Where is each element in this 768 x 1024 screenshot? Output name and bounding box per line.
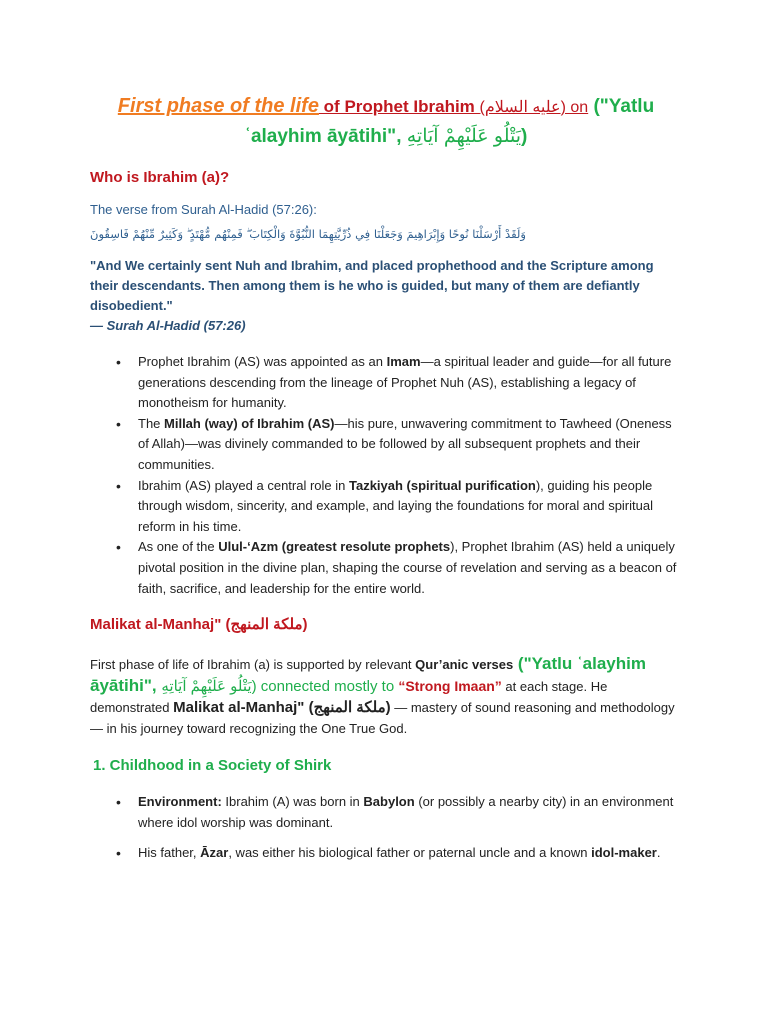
malikat-heading: Malikat al-Manhaj" (ملكة المنهج) <box>90 616 308 634</box>
list-item: • The Millah (way) of Ibrahim (AS)—his pure, unwavering commitment to Tawheed (Oneness of Allah)—was divinely commanded to be followed by all subsequent prophets and their communities. <box>138 414 680 476</box>
verse-translation: "And We certainly sent Nuh and Ibrahim, and placed prophethood and the Scripture among their descendants. Then among them is he who is guided, but many of them are defiantly disobedient." <box>90 258 654 313</box>
title-yatlu: ("Yatlu ʿalayhim āyātihi", <box>244 96 655 147</box>
title-arabic-honorific: (عليه السلام) on <box>479 99 589 116</box>
arabic-verse: وَلَقَدْ أَرْسَلْنَا نُوحًا وَإِبْرَاهِيمَ وَجَعَلْنَا فِي ذُرِّيَّتِهِمَا النُّبُوَّةَ وَالْكِتَابَ ۖ فَمِنْهُم مُّهْتَدٍ ۖ وَكَثِيرٌ مِّنْهُمْ فَاسِقُونَ <box>90 227 526 241</box>
title-close: ) <box>521 126 528 147</box>
list-item: • Environment: Ibrahim (A) was born in Babylon (or possibly a nearby city) in an environment where idol worship was dominant. <box>138 792 680 833</box>
title-prophet: of Prophet Ibrahim <box>318 97 480 116</box>
list-item: • Prophet Ibrahim (AS) was appointed as an Imam—a spiritual leader and guide—for all future generations descending from the lineage of Prophet Nuh (AS), establishing a legacy of monotheism for humanity. <box>138 352 680 414</box>
childhood-list <box>90 792 680 864</box>
section-heading-childhood: 1. Childhood in a Society of Shirk <box>93 757 332 775</box>
page-title <box>86 92 686 151</box>
list-item: • As one of the Ulul-‘Azm (greatest resolute prophets), Prophet Ibrahim (AS) held a uniquely pivotal position in the divine plan, shaping the course of revelation and serving as a beacon of faith, sacrifice, and leadership for the entire world. <box>138 537 680 599</box>
list-item: • Ibrahim (AS) played a central role in Tazkiyah (spiritual purification), guiding his people through wisdom, sincerity, and example, and laying the foundations for moral and spiritual reform in his time. <box>138 476 680 538</box>
title-phase: First phase of the life <box>117 95 319 117</box>
verse-source: — Surah Al-Hadid (57:26) <box>90 318 246 333</box>
title-arabic-verse: يَتْلُو عَلَيْهِمْ آيَاتِهِ <box>406 126 522 147</box>
document-page <box>90 92 680 874</box>
who-heading: Who is Ibrahim (a)? <box>90 169 230 186</box>
list-item: • His father, Āzar, was either his biological father or paternal uncle and a known idol-maker. <box>138 843 680 864</box>
intro-paragraph: First phase of life of Ibrahim (a) is supported by relevant Qur’anic verses ("Yatlu ʿalayhim āyātihi", يَتْلُو عَلَيْهِمْ آيَاتِهِ) connected mostly to “Strong Imaan” at each stage. He demonstrated Malikat al-Manhaj" (ملكة المنهج) — mastery of sound reasoning and methodology — in his journey toward recognizing the One True God. <box>90 654 675 737</box>
verse-reference: The verse from Surah Al-Hadid (57:26): <box>90 202 317 217</box>
bullet-list <box>90 352 680 599</box>
